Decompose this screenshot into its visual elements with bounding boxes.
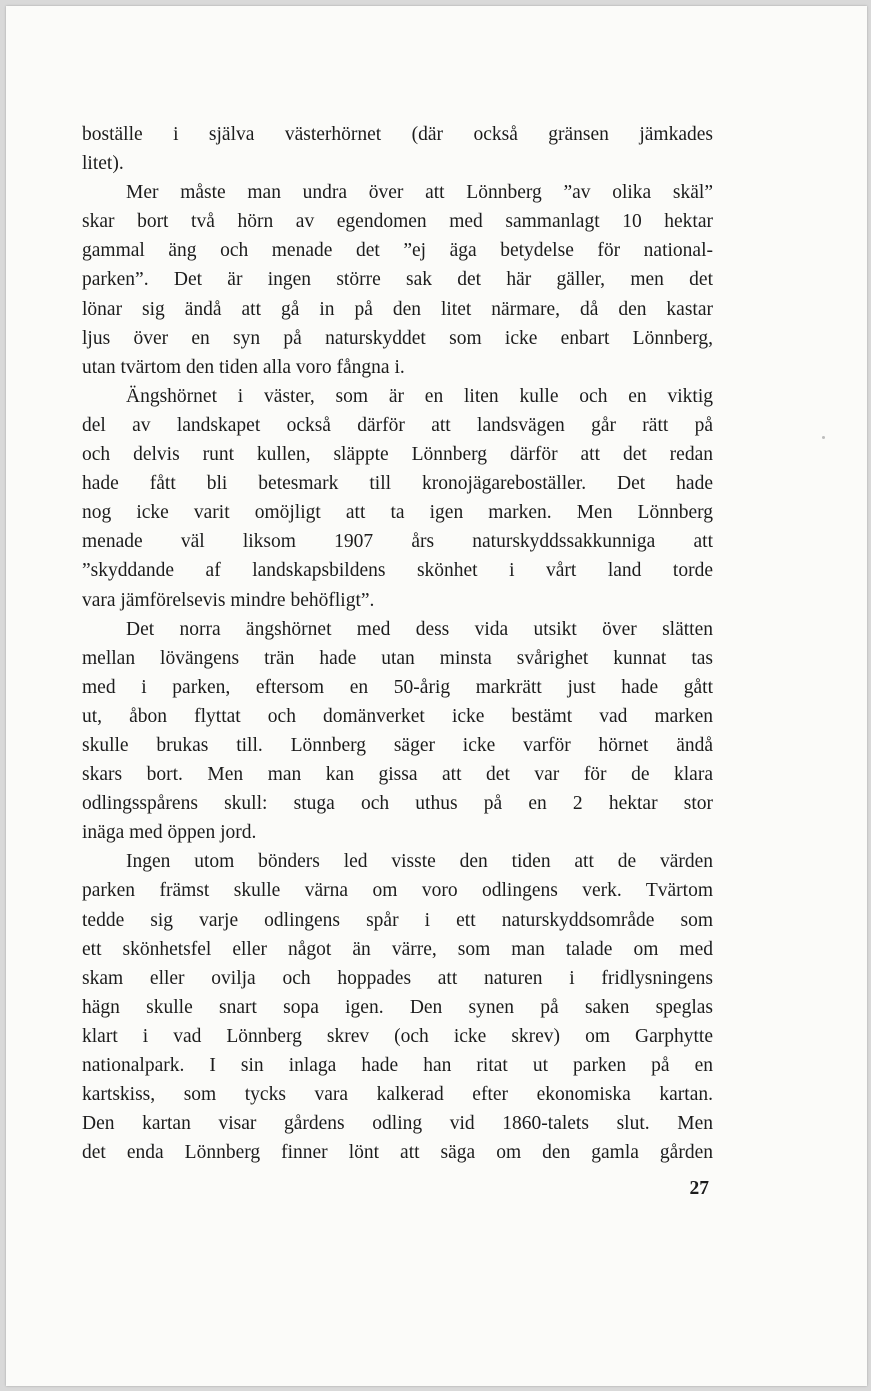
text-line: hägn skulle snart sopa igen. Den synen på saken speglas	[82, 996, 713, 1018]
text-line: ett skönhetsfel eller något än värre, som man talade om med	[82, 938, 713, 960]
text-line: tedde sig varje odlingens spår i ett naturskyddsområde som	[82, 909, 713, 931]
text-line: skulle brukas till. Lönnberg säger icke varför hörnet ändå	[82, 734, 713, 756]
text-line: odlingsspårens skull: stuga och uthus på en 2 hektar stor	[82, 793, 713, 815]
text-line: gammal äng och menade det ”ej äga betydelse för national-	[82, 240, 713, 262]
book-page	[6, 6, 867, 1386]
text-line: nationalpark. I sin inlaga hade han ritat ut parken på en	[82, 1055, 713, 1076]
text-line: skar bort två hörn av egendomen med sammanlagt 10 hektar	[82, 211, 713, 233]
text-line: mellan lövängens trän hade utan minsta svårighet kunnat tas	[82, 647, 713, 669]
text-line: menade väl liksom 1907 års naturskyddssakkunniga att	[82, 531, 713, 553]
text-line: Det norra ängshörnet med dess vida utsikt över slätten	[126, 618, 713, 640]
text-line: ut, åbon flyttat och domänverket icke bestämt vad marken	[82, 705, 713, 727]
text-line: hade fått bli betesmark till kronojägareboställer. Det hade	[82, 473, 713, 495]
paper-speck	[822, 436, 825, 439]
text-line: klart i vad Lönnberg skrev (och icke skrev) om Garphytte	[82, 1025, 713, 1047]
text-line: inäga med öppen jord.	[82, 822, 257, 844]
page-number: 27	[689, 1178, 709, 1199]
text-line: parken”. Det är ingen större sak det här gäller, men det	[82, 269, 713, 291]
text-line: utan tvärtom den tiden alla voro fångna i.	[82, 356, 405, 378]
text-line: kartskiss, som tycks vara kalkerad efter ekonomiska kartan.	[82, 1084, 713, 1106]
text-line: ”skyddande af landskapsbildens skönhet i vårt land torde	[82, 560, 713, 582]
text-line: ljus över en syn på naturskyddet som icke enbart Lönnberg,	[82, 327, 713, 349]
text-line: Ängshörnet i väster, som är en liten kulle och en viktig	[126, 385, 713, 407]
text-line: Ingen utom bönders led visste den tiden att de värden	[126, 851, 713, 873]
body-text	[82, 120, 713, 1167]
text-line: del av landskapet också därför att landsvägen går rätt på	[82, 414, 713, 436]
text-line: skars bort. Men man kan gissa att det var för de klara	[82, 764, 713, 786]
text-line: litet).	[82, 153, 124, 175]
text-line: parken främst skulle värna om voro odlingens verk. Tvärtom	[82, 880, 713, 902]
text-line: skam eller ovilja och hoppades att naturen i fridlysningens	[82, 967, 713, 989]
text-line: Den kartan visar gårdens odling vid 1860-talets slut. Men	[82, 1113, 713, 1135]
text-line: det enda Lönnberg finner lönt att säga om den gamla gården	[82, 1142, 713, 1164]
text-line: Mer måste man undra över att Lönnberg ”av olika skäl”	[126, 182, 713, 204]
text-line: boställe i själva västerhörnet (där också gränsen jämkades	[82, 124, 713, 145]
text-line: med i parken, eftersom en 50-årig markrätt just hade gått	[82, 676, 713, 698]
text-line: lönar sig ändå att gå in på den litet närmare, då den kastar	[82, 298, 713, 320]
text-line: vara jämförelsevis mindre behöfligt”.	[82, 589, 375, 611]
text-line: och delvis runt kullen, släppte Lönnberg därför att det redan	[82, 444, 713, 466]
text-line: nog icke varit omöjligt att ta igen marken. Men Lönnberg	[82, 502, 713, 524]
